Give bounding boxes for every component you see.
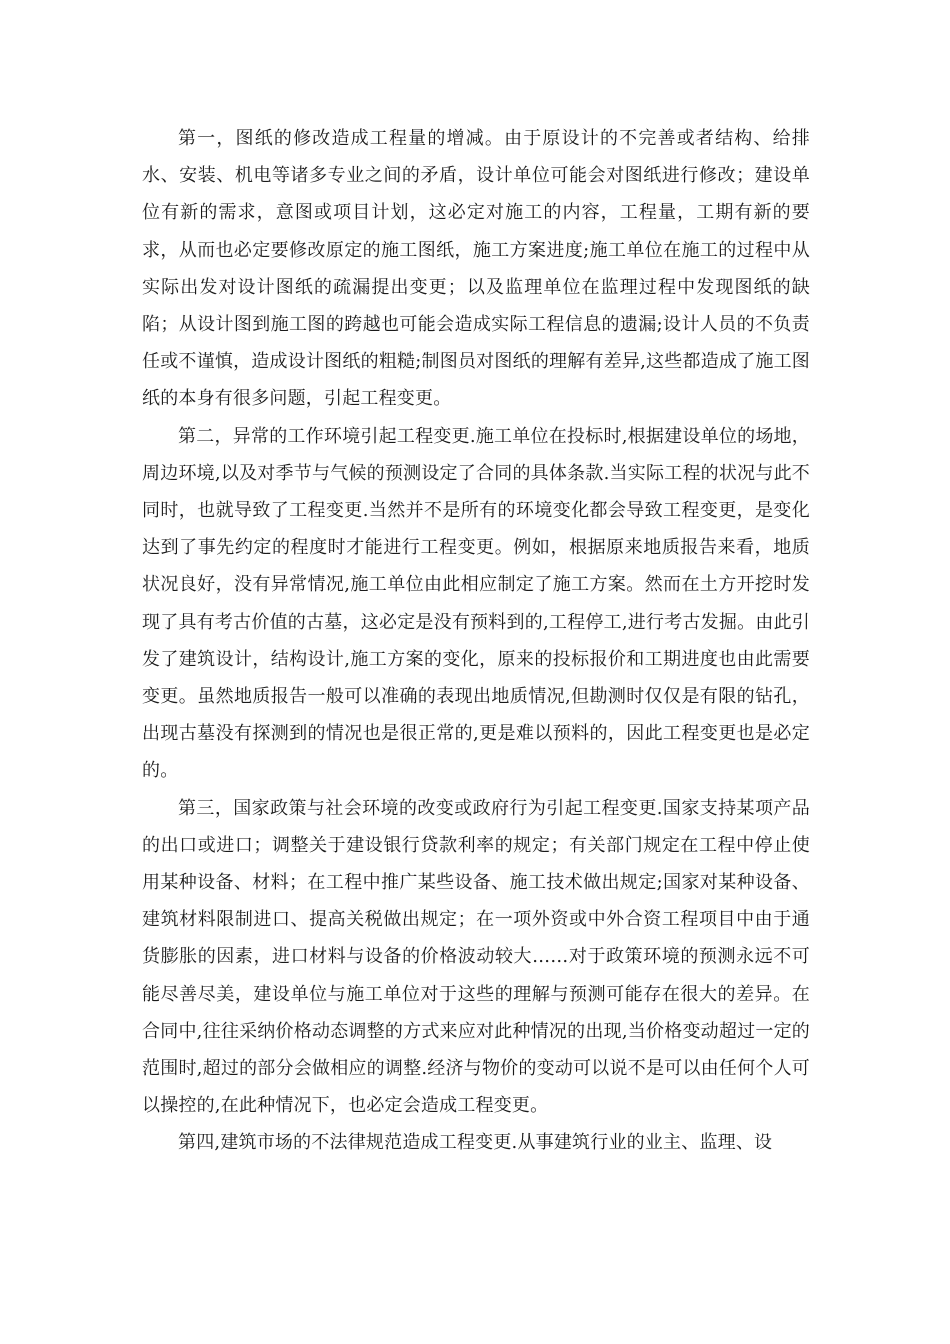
paragraph-2: 第二，异常的工作环境引起工程变更.施工单位在投标时,根据建设单位的场地，周边环境,以及对季节与气候的预测设定了合同的具体条款.当实际工程的状况与此不同时，也就导致了工程变更.当然并不是所有的环境变化都会导致工程变更，是变化达到了事先约定的程度时才能进行工程变更。例如，根据原来地质报告来看，地质状况良好，没有异常情况,施工单位由此相应制定了施工方案。然而在土方开挖时发现了具有考古价值的古墓，这必定是没有预料到的,工程停工,进行考古发掘。由此引发了建筑设计，结构设计,施工方案的变化，原来的投标报价和工期进度也由此需要变更。虽然地质报告一般可以准确的表现出地质情况,但勘测时仅仅是有限的钻孔，出现古墓没有探测到的情况也是很正常的,更是难以预料的，因此工程变更也是必定的。 <box>142 425 810 782</box>
document-body <box>142 120 810 1162</box>
paragraph-4: 第四,建筑市场的不法律规范造成工程变更.从事建筑行业的业主、监理、设 <box>178 1132 773 1154</box>
paragraph-3: 第三，国家政策与社会环境的改变或政府行为引起工程变更.国家支持某项产品的出口或进口；调整关于建设银行贷款利率的规定；有关部门规定在工程中停止使用某种设备、材料；在工程中推广某些设备、施工技术做出规定;国家对某种设备、建筑材料限制进口、提高关税做出规定；在一项外资或中外合资工程项目中由于通货膨胀的因素，进口材料与设备的价格波动较大……对于政策环境的预测永远不可能尽善尽美，建设单位与施工单位对于这些的理解与预测可能存在很大的差异。在合同中,往往采纳价格动态调整的方式来应对此种情况的出现,当价格变动超过一定的范围时,超过的部分会做相应的调整.经济与物价的变动可以说不是可以由任何个人可以操控的,在此种情况下，也必定会造成工程变更。 <box>142 797 810 1117</box>
paragraph-1: 第一，图纸的修改造成工程量的增减。由于原设计的不完善或者结构、给排水、安装、机电等诸多专业之间的矛盾，设计单位可能会对图纸进行修改；建设单位有新的需求，意图或项目计划，这必定对施工的内容，工程量，工期有新的要求，从而也必定要修改原定的施工图纸，施工方案进度;施工单位在施工的过程中从实际出发对设计图纸的疏漏提出变更；以及监理单位在监理过程中发现图纸的缺陷；从设计图到施工图的跨越也可能会造成实际工程信息的遗漏;设计人员的不负责任或不谨慎，造成设计图纸的粗糙;制图员对图纸的理解有差异,这些都造成了施工图纸的本身有很多问题，引起工程变更。 <box>142 128 810 410</box>
